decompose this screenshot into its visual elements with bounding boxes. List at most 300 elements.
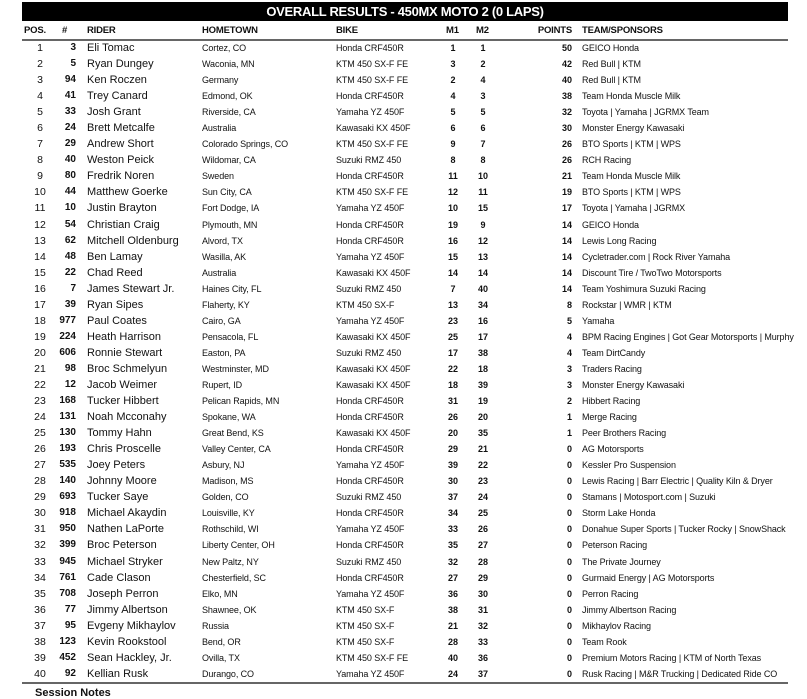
cell-moto1-finish: 33 (447, 524, 458, 535)
cell-rider-name: Weston Peick (87, 154, 155, 167)
table-row (0, 537, 807, 553)
cell-rider-name: Ryan Sipes (87, 298, 144, 311)
cell-position: 20 (34, 346, 46, 359)
cell-points: 0 (566, 508, 572, 519)
cell-team-sponsors: AG Motorsports (582, 444, 644, 455)
cell-points: 5 (566, 315, 572, 326)
cell-position: 25 (34, 427, 46, 440)
cell-moto1-finish: 2 (450, 75, 456, 86)
cell-moto2-finish: 7 (480, 139, 486, 150)
cell-hometown: Spokane, WA (202, 412, 256, 423)
cell-bike: KTM 450 SX-F (336, 604, 395, 615)
cell-bike: KTM 450 SX-F (336, 299, 395, 310)
cell-rider-name: Joseph Perron (87, 587, 159, 600)
cell-moto2-finish: 28 (477, 556, 488, 567)
header-pos: POS. (24, 25, 46, 36)
cell-hometown: Rupert, ID (202, 379, 243, 390)
table-row (0, 473, 807, 489)
table-row (0, 40, 807, 56)
cell-bike: Suzuki RMZ 450 (336, 492, 402, 503)
header-team-sponsors: TEAM/SPONSORS (582, 25, 663, 36)
cell-rider-number: 5 (70, 58, 76, 70)
results-title: OVERALL RESULTS - 450MX MOTO 2 (0 LAPS) (22, 2, 788, 21)
cell-moto1-finish: 5 (450, 107, 456, 118)
cell-rider-number: 80 (64, 170, 76, 182)
cell-position: 38 (34, 635, 46, 648)
cell-bike: Honda CRF450R (336, 540, 404, 551)
cell-rider-name: Trey Canard (87, 90, 148, 103)
cell-hometown: Russia (202, 620, 229, 631)
cell-moto2-finish: 37 (477, 668, 488, 679)
cell-points: 40 (561, 75, 572, 86)
cell-moto2-finish: 5 (480, 107, 486, 118)
cell-moto1-finish: 17 (447, 347, 458, 358)
cell-moto1-finish: 11 (448, 171, 458, 182)
cell-rider-number: 54 (64, 218, 76, 230)
cell-rider-number: 708 (59, 587, 76, 599)
cell-team-sponsors: RCH Racing (582, 155, 632, 166)
cell-position: 6 (37, 122, 43, 135)
cell-points: 0 (566, 636, 572, 647)
cell-position: 32 (34, 539, 46, 552)
cell-rider-number: 39 (64, 298, 76, 310)
cell-rider-number: 48 (64, 250, 76, 262)
cell-rider-name: Kellian Rusk (87, 667, 149, 680)
cell-bike: Yamaha YZ 450F (336, 460, 405, 471)
cell-points: 14 (561, 235, 572, 246)
cell-rider-number: 7 (70, 282, 76, 294)
cell-rider-number: 399 (59, 539, 76, 551)
cell-points: 0 (566, 668, 572, 679)
cell-points: 0 (566, 460, 572, 471)
cell-position: 8 (37, 154, 43, 167)
cell-rider-number: 535 (59, 459, 76, 471)
cell-moto2-finish: 24 (477, 492, 488, 503)
cell-bike: KTM 450 SX-F FE (336, 187, 409, 198)
cell-bike: Kawasaki KX 450F (336, 331, 411, 342)
header-number: # (62, 25, 68, 36)
cell-points: 0 (566, 604, 572, 615)
cell-moto2-finish: 20 (477, 412, 488, 423)
cell-team-sponsors: Team Rook (582, 636, 627, 647)
cell-moto1-finish: 13 (447, 299, 458, 310)
cell-bike: Honda CRF450R (336, 171, 404, 182)
cell-rider-name: Andrew Short (87, 138, 154, 151)
cell-team-sponsors: Premium Motors Racing | KTM of North Texas (582, 652, 762, 663)
cell-moto2-finish: 16 (477, 315, 488, 326)
cell-position: 5 (37, 106, 43, 119)
cell-rider-name: Brett Metcalfe (87, 122, 155, 135)
cell-points: 1 (566, 412, 572, 423)
table-row (0, 217, 807, 233)
cell-team-sponsors: Monster Energy Kawasaki (582, 379, 685, 390)
cell-moto1-finish: 38 (447, 604, 458, 615)
cell-team-sponsors: Toyota | Yamaha | JGRMX (582, 203, 686, 214)
cell-rider-number: 606 (59, 346, 76, 358)
cell-moto1-finish: 28 (447, 636, 458, 647)
cell-bike: KTM 450 SX-F FE (336, 59, 409, 70)
cell-team-sponsors: Monster Energy Kawasaki (582, 123, 685, 134)
cell-moto1-finish: 35 (447, 540, 458, 551)
table-row (0, 618, 807, 634)
cell-moto1-finish: 31 (447, 396, 458, 407)
cell-position: 11 (34, 202, 46, 215)
cell-points: 4 (566, 347, 572, 358)
cell-rider-number: 29 (64, 138, 76, 150)
cell-points: 14 (561, 251, 572, 262)
cell-team-sponsors: Stamans | Motosport.com | Suzuki (582, 492, 716, 503)
table-row (0, 313, 807, 329)
cell-rider-number: 12 (64, 378, 76, 390)
cell-rider-name: Nathen LaPorte (87, 523, 165, 536)
cell-position: 1 (37, 42, 43, 54)
cell-position: 34 (34, 571, 46, 584)
cell-moto2-finish: 35 (477, 428, 488, 439)
cell-bike: Yamaha YZ 450F (336, 668, 405, 679)
table-row (0, 152, 807, 168)
cell-rider-name: Chad Reed (87, 266, 143, 279)
cell-rider-name: Chris Proscelle (87, 443, 161, 456)
cell-team-sponsors: GEICO Honda (582, 219, 639, 230)
cell-team-sponsors: The Private Journey (582, 556, 661, 567)
cell-rider-name: Cade Clason (87, 571, 151, 584)
cell-team-sponsors: Yamaha (582, 315, 615, 326)
cell-rider-name: Justin Brayton (87, 202, 157, 215)
cell-hometown: New Paltz, NY (202, 556, 259, 567)
cell-points: 14 (561, 267, 572, 278)
cell-hometown: Chesterfield, SC (202, 572, 266, 583)
cell-moto2-finish: 31 (477, 604, 488, 615)
cell-team-sponsors: Discount Tire / TwoTwo Motorsports (582, 267, 722, 278)
cell-moto2-finish: 2 (480, 59, 486, 70)
cell-bike: Yamaha YZ 450F (336, 203, 405, 214)
cell-team-sponsors: Peer Brothers Racing (582, 428, 667, 439)
cell-position: 31 (34, 523, 46, 536)
cell-position: 4 (37, 90, 43, 103)
cell-team-sponsors: BTO Sports | KTM | WPS (582, 139, 681, 150)
cell-moto2-finish: 33 (477, 636, 488, 647)
cell-points: 4 (566, 331, 572, 342)
cell-points: 30 (561, 123, 572, 134)
table-row (0, 666, 807, 682)
cell-hometown: Golden, CO (202, 492, 249, 503)
cell-hometown: Louisville, KY (202, 508, 255, 519)
cell-position: 23 (34, 395, 46, 408)
cell-team-sponsors: Lewis Racing | Barr Electric | Quality Kiln & Dryer (582, 476, 773, 487)
table-row (0, 233, 807, 249)
cell-points: 50 (561, 43, 572, 53)
table-row (0, 554, 807, 570)
cell-moto1-finish: 7 (450, 283, 456, 294)
cell-moto2-finish: 39 (477, 379, 488, 390)
cell-points: 0 (566, 588, 572, 599)
cell-rider-name: Tommy Hahn (87, 427, 152, 440)
cell-team-sponsors: BTO Sports | KTM | WPS (582, 187, 681, 198)
table-row (0, 570, 807, 586)
cell-moto2-finish: 3 (480, 91, 486, 102)
cell-rider-name: Tucker Saye (87, 491, 149, 504)
cell-rider-name: Noah Mcconahy (87, 411, 167, 424)
cell-bike: Honda CRF450R (336, 444, 404, 455)
header-m1: M1 (446, 25, 459, 36)
table-row (0, 409, 807, 425)
table-row (0, 377, 807, 393)
results-table-body (0, 40, 807, 682)
cell-rider-number: 761 (59, 571, 76, 583)
cell-bike: Honda CRF450R (336, 476, 404, 487)
cell-rider-name: Jimmy Albertson (87, 603, 168, 616)
cell-hometown: Rothschild, WI (202, 524, 259, 535)
cell-rider-number: 77 (64, 603, 76, 615)
table-row (0, 441, 807, 457)
cell-moto1-finish: 10 (447, 203, 458, 214)
cell-bike: Honda CRF450R (336, 412, 404, 423)
cell-position: 24 (34, 411, 46, 424)
cell-position: 2 (37, 58, 43, 71)
cell-bike: Kawasaki KX 450F (336, 379, 411, 390)
cell-moto1-finish: 26 (447, 412, 458, 423)
cell-team-sponsors: Toyota | Yamaha | JGRMX Team (582, 107, 709, 118)
cell-position: 36 (34, 603, 46, 616)
cell-moto1-finish: 40 (447, 652, 458, 663)
table-row (0, 505, 807, 521)
cell-moto2-finish: 13 (477, 251, 488, 262)
cell-rider-name: Johnny Moore (87, 475, 157, 488)
table-row (0, 88, 807, 104)
cell-bike: Yamaha YZ 450F (336, 251, 405, 262)
cell-rider-name: Josh Grant (87, 106, 141, 119)
cell-hometown: Liberty Center, OH (202, 540, 275, 551)
table-row (0, 602, 807, 618)
cell-team-sponsors: Rusk Racing | M&R Trucking | Dedicated Ride CO (582, 668, 778, 679)
cell-hometown: Fort Dodge, IA (202, 203, 260, 214)
cell-position: 35 (34, 587, 46, 600)
cell-moto1-finish: 14 (447, 267, 458, 278)
cell-moto1-finish: 16 (447, 235, 458, 246)
cell-moto2-finish: 26 (477, 524, 488, 535)
cell-hometown: Alvord, TX (202, 235, 243, 246)
cell-rider-name: Mitchell Oldenburg (87, 234, 179, 247)
cell-position: 7 (37, 138, 43, 151)
cell-bike: KTM 450 SX-F FE (336, 75, 409, 86)
cell-moto2-finish: 22 (477, 460, 488, 471)
cell-rider-number: 168 (59, 395, 76, 407)
table-row (0, 361, 807, 377)
cell-hometown: Germany (202, 75, 239, 86)
cell-team-sponsors: Team Yoshimura Suzuki Racing (582, 283, 706, 294)
cell-moto2-finish: 8 (480, 155, 486, 166)
cell-hometown: Cairo, GA (202, 315, 241, 326)
cell-moto1-finish: 9 (450, 139, 456, 150)
cell-team-sponsors: Gurmaid Energy | AG Motorsports (582, 572, 715, 583)
table-row (0, 457, 807, 473)
cell-rider-name: Ken Roczen (87, 74, 147, 87)
cell-hometown: Durango, CO (202, 668, 254, 679)
cell-moto1-finish: 19 (447, 219, 458, 230)
cell-bike: Honda CRF450R (336, 235, 404, 246)
cell-bike: KTM 450 SX-F (336, 620, 395, 631)
cell-moto2-finish: 38 (477, 347, 488, 358)
cell-points: 2 (566, 396, 572, 407)
cell-bike: Suzuki RMZ 450 (336, 155, 402, 166)
cell-bike: Honda CRF450R (336, 396, 404, 407)
cell-hometown: Valley Center, CA (202, 444, 271, 455)
cell-rider-name: Heath Harrison (87, 330, 161, 343)
cell-moto2-finish: 15 (477, 203, 488, 214)
cell-rider-number: 98 (64, 362, 76, 374)
cell-team-sponsors: Traders Racing (582, 363, 642, 374)
cell-position: 9 (37, 170, 43, 183)
cell-rider-number: 40 (64, 154, 76, 166)
cell-rider-number: 140 (59, 475, 76, 487)
table-row (0, 345, 807, 361)
cell-hometown: Edmond, OK (202, 91, 253, 102)
table-row (0, 56, 807, 72)
cell-moto2-finish: 1 (480, 43, 486, 53)
cell-bike: Yamaha YZ 450F (336, 588, 405, 599)
table-row (0, 168, 807, 184)
cell-hometown: Elko, MN (202, 588, 238, 599)
cell-rider-name: Joey Peters (87, 459, 146, 472)
session-notes-label: Session Notes (35, 687, 111, 699)
cell-team-sponsors: Donahue Super Sports | Tucker Rocky | SnowShack (582, 524, 786, 535)
cell-hometown: Ovilla, TX (202, 652, 240, 663)
cell-bike: Honda CRF450R (336, 508, 404, 519)
cell-hometown: Great Bend, KS (202, 428, 264, 439)
table-row (0, 136, 807, 152)
cell-moto1-finish: 32 (447, 556, 458, 567)
cell-rider-name: Michael Stryker (87, 555, 163, 568)
table-row (0, 634, 807, 650)
cell-rider-number: 452 (59, 651, 76, 663)
cell-points: 3 (566, 363, 572, 374)
cell-position: 22 (34, 378, 46, 391)
cell-hometown: Bend, OR (202, 636, 241, 647)
cell-position: 15 (34, 266, 46, 279)
cell-hometown: Wildomar, CA (202, 155, 256, 166)
cell-moto2-finish: 18 (477, 363, 488, 374)
cell-points: 0 (566, 620, 572, 631)
cell-rider-number: 977 (59, 314, 76, 326)
cell-hometown: Westminster, MD (202, 363, 269, 374)
cell-points: 3 (566, 379, 572, 390)
table-row (0, 425, 807, 441)
cell-hometown: Asbury, NJ (202, 460, 245, 471)
cell-rider-name: James Stewart Jr. (87, 282, 175, 295)
cell-moto1-finish: 22 (447, 363, 458, 374)
cell-moto2-finish: 10 (477, 171, 488, 182)
cell-team-sponsors: Red Bull | KTM (582, 75, 641, 86)
table-row (0, 72, 807, 88)
cell-bike: Suzuki RMZ 450 (336, 556, 402, 567)
cell-position: 27 (34, 459, 46, 472)
cell-points: 0 (566, 524, 572, 535)
cell-team-sponsors: Cycletrader.com | Rock River Yamaha (582, 251, 731, 262)
cell-moto1-finish: 21 (447, 620, 458, 631)
cell-moto1-finish: 1 (450, 43, 456, 53)
cell-moto1-finish: 37 (447, 492, 458, 503)
cell-position: 19 (34, 330, 46, 343)
cell-position: 30 (34, 507, 46, 520)
cell-bike: Honda CRF450R (336, 91, 404, 102)
cell-hometown: Cortez, CO (202, 43, 247, 53)
cell-rider-name: Matthew Goerke (87, 186, 168, 199)
cell-moto1-finish: 23 (447, 315, 458, 326)
cell-points: 26 (561, 155, 572, 166)
table-row (0, 586, 807, 602)
cell-team-sponsors: Storm Lake Honda (582, 508, 656, 519)
cell-rider-number: 130 (59, 427, 76, 439)
cell-team-sponsors: Hibbert Racing (582, 396, 641, 407)
cell-moto2-finish: 23 (477, 476, 488, 487)
cell-hometown: Waconia, MN (202, 59, 255, 70)
cell-bike: KTM 450 SX-F (336, 636, 395, 647)
cell-position: 12 (34, 218, 46, 231)
cell-hometown: Shawnee, OK (202, 604, 257, 615)
cell-points: 19 (561, 187, 572, 198)
cell-moto2-finish: 19 (477, 396, 488, 407)
table-bottom-divider (22, 682, 788, 684)
cell-rider-number: 41 (64, 90, 76, 102)
cell-rider-number: 94 (64, 74, 76, 86)
cell-rider-number: 44 (64, 186, 76, 198)
cell-moto1-finish: 4 (450, 91, 456, 102)
cell-rider-name: Tucker Hibbert (87, 395, 159, 408)
cell-bike: Kawasaki KX 450F (336, 363, 411, 374)
cell-position: 29 (34, 491, 46, 504)
cell-points: 42 (561, 59, 572, 70)
cell-position: 26 (34, 443, 46, 456)
cell-moto1-finish: 39 (447, 460, 458, 471)
cell-moto1-finish: 8 (450, 155, 456, 166)
cell-position: 39 (34, 651, 46, 664)
cell-moto2-finish: 25 (477, 508, 488, 519)
cell-moto2-finish: 21 (477, 444, 488, 455)
cell-moto2-finish: 11 (478, 187, 488, 198)
cell-rider-number: 95 (64, 619, 76, 631)
cell-team-sponsors: Lewis Long Racing (582, 235, 657, 246)
cell-moto1-finish: 6 (450, 123, 456, 134)
cell-moto1-finish: 24 (447, 668, 458, 679)
cell-rider-name: Christian Craig (87, 218, 160, 231)
table-row (0, 329, 807, 345)
cell-team-sponsors: Red Bull | KTM (582, 59, 641, 70)
header-rider: RIDER (87, 25, 116, 36)
cell-hometown: Easton, PA (202, 347, 246, 358)
cell-moto1-finish: 15 (447, 251, 458, 262)
cell-team-sponsors: BPM Racing Engines | Got Gear Motorsports | Murphy (582, 331, 794, 342)
table-row (0, 104, 807, 120)
cell-moto1-finish: 18 (447, 379, 458, 390)
cell-rider-number: 950 (59, 523, 76, 535)
cell-moto2-finish: 34 (477, 299, 488, 310)
cell-points: 8 (566, 299, 572, 310)
cell-rider-number: 123 (59, 635, 76, 647)
cell-team-sponsors: Merge Racing (582, 412, 637, 423)
cell-position: 28 (34, 475, 46, 488)
cell-points: 17 (561, 203, 572, 214)
table-row (0, 184, 807, 200)
cell-rider-name: Eli Tomac (87, 42, 135, 54)
cell-moto2-finish: 32 (477, 620, 488, 631)
cell-hometown: Sweden (202, 171, 234, 182)
cell-moto1-finish: 34 (447, 508, 458, 519)
cell-team-sponsors: Perron Racing (582, 588, 639, 599)
cell-hometown: Madison, MS (202, 476, 254, 487)
cell-moto2-finish: 4 (480, 75, 486, 86)
cell-points: 0 (566, 652, 572, 663)
cell-points: 0 (566, 476, 572, 487)
